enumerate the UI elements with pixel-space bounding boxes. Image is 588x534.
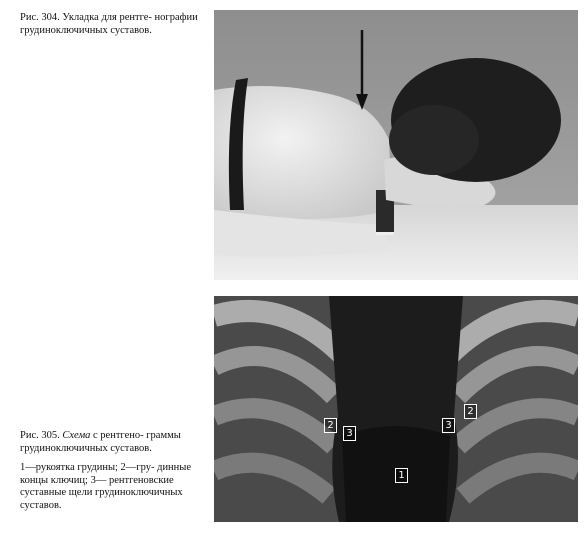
patient-positioning-illustration	[214, 10, 578, 280]
label-joint-space-right: 3	[442, 418, 455, 433]
sternoclavicular-xray-illustration	[214, 296, 578, 522]
label-clavicle-end-right: 2	[464, 404, 477, 419]
label-joint-space-left: 3	[343, 426, 356, 441]
figure-305-title	[20, 430, 200, 455]
positioning-photo	[214, 10, 578, 280]
figure-305-legend: 1—рукоятка грудины; 2—гру- динные концы ключиц; 3— рентгеновские суставные щели грудиноключичных суставов.	[20, 462, 192, 511]
label-clavicle-end-left: 2	[324, 418, 337, 433]
xray-image	[214, 296, 578, 522]
figure-304-caption: Рис. 304. Укладка для рентге- нографии грудиноключичных суставов.	[20, 12, 198, 36]
figure-305-italic-word: Схема	[62, 430, 91, 441]
label-manubrium: 1	[395, 468, 408, 483]
figure-305-number: Рис. 305.	[20, 430, 60, 441]
figure-305-caption	[20, 430, 200, 512]
figure-305-title-rest: с рентгено- граммы грудиноключичных суставов.	[20, 430, 181, 454]
